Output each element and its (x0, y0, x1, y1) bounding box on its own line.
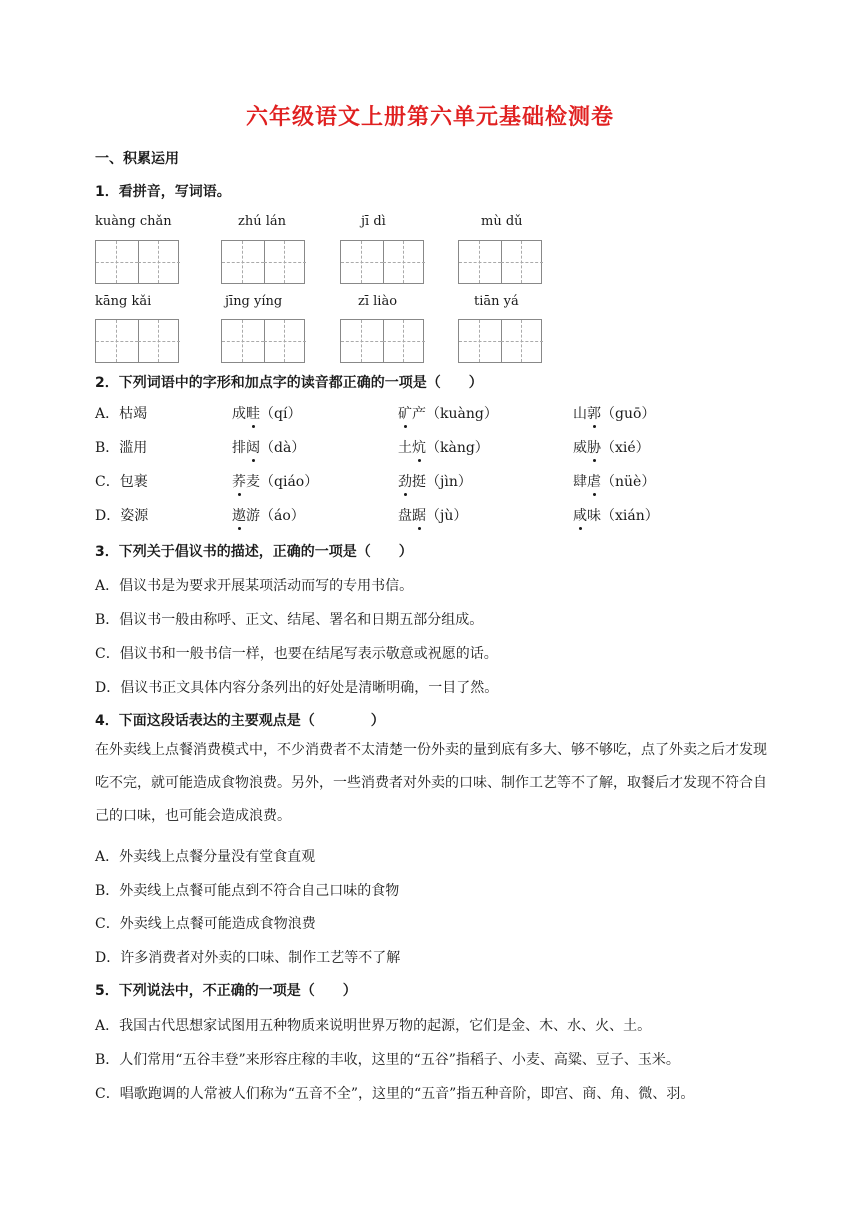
question-3-stem: 3．下列关于倡议书的描述，正确的一项是（ ） (95, 544, 413, 560)
pinyin-label: kuàng chǎn (95, 214, 172, 229)
writing-grid[interactable] (458, 240, 542, 284)
pinyin-label: mù dǔ (481, 214, 523, 229)
option-word: 咸味（xián） (573, 505, 659, 525)
option-word: 排闼（dà） (232, 437, 305, 457)
pinyin-label: tiān yá (474, 294, 519, 309)
section-heading: 一、积累运用 (95, 151, 179, 167)
option-word: 土炕（kàng） (398, 437, 489, 457)
reading-passage: 在外卖线上点餐消费模式中，不少消费者不太清楚一份外卖的量到底有多大、够不够吃，点了外卖之后才发现吃不完，就可能造成食物浪费。另外，一些消费者对外卖的口味、制作工艺等不了解，取餐后才发现不符合自己的口味，也可能会造成浪费。 (95, 742, 767, 824)
pinyin-label: jīng yíng (225, 294, 283, 309)
writing-grid[interactable] (221, 240, 305, 284)
option-text: B．倡议书一般由称呼、正文、结尾、署名和日期五部分组成。 (95, 612, 484, 628)
question-2-stem: 2．下列词语中的字形和加点字的读音都正确的一项是（ ） (95, 375, 483, 391)
writing-grid[interactable] (95, 240, 179, 284)
option-label: C．包裹 (95, 474, 148, 490)
pinyin-label: jī dì (361, 214, 386, 229)
option-text: C．外卖线上点餐可能造成食物浪费 (95, 916, 316, 932)
option-text: D．许多消费者对外卖的口味、制作工艺等不了解 (95, 950, 401, 966)
option-word: 遨游（áo） (232, 505, 305, 525)
question-1-stem: 1．看拼音，写词语。 (95, 184, 231, 200)
writing-grid[interactable] (458, 319, 542, 363)
option-word: 矿产（kuàng） (398, 403, 498, 423)
writing-grid[interactable] (95, 319, 179, 363)
option-word: 山郭（guō） (573, 403, 655, 423)
option-text: B．人们常用“五谷丰登”来形容庄稼的丰收，这里的“五谷”指稻子、小麦、高粱、豆子、玉米。 (95, 1052, 680, 1068)
pinyin-label: kāng kǎi (95, 294, 152, 309)
question-4-stem: 4．下面这段话表达的主要观点是（ ） (95, 713, 385, 729)
writing-grid[interactable] (221, 319, 305, 363)
option-word: 荞麦（qiáo） (232, 471, 318, 491)
option-word: 肆虐（nüè） (573, 471, 655, 491)
option-word: 威胁（xié） (573, 437, 650, 457)
question-5-stem: 5．下列说法中，不正确的一项是（ ） (95, 983, 357, 999)
page-title: 六年级语文上册第六单元基础检测卷 (245, 105, 614, 130)
option-word: 盘踞（jù） (398, 505, 467, 525)
option-label: B．滥用 (95, 440, 148, 456)
writing-grid[interactable] (340, 240, 424, 284)
pinyin-label: zhú lán (238, 214, 287, 229)
option-text: B．外卖线上点餐可能点到不符合自己口味的食物 (95, 883, 400, 899)
option-text: C．唱歌跑调的人常被人们称为“五音不全”，这里的“五音”指五种音阶，即宫、商、角、微、羽。 (95, 1086, 695, 1102)
pinyin-label: zī liào (358, 294, 398, 309)
option-label: A．枯竭 (95, 406, 148, 422)
writing-grid[interactable] (340, 319, 424, 363)
option-label: D．姿源 (95, 508, 149, 524)
option-word: 劲挺（jìn） (398, 471, 472, 491)
option-text: A．倡议书是为要求开展某项活动而写的专用书信。 (95, 578, 414, 594)
option-text: A．我国古代思想家试图用五种物质来说明世界万物的起源，它们是金、木、水、火、土。 (95, 1018, 652, 1034)
option-text: A．外卖线上点餐分量没有堂食直观 (95, 849, 316, 865)
option-text: C．倡议书和一般书信一样，也要在结尾写表示敬意或祝愿的话。 (95, 646, 498, 662)
option-text: D．倡议书正文具体内容分条列出的好处是清晰明确，一目了然。 (95, 680, 499, 696)
option-word: 成畦（qí） (232, 403, 301, 423)
